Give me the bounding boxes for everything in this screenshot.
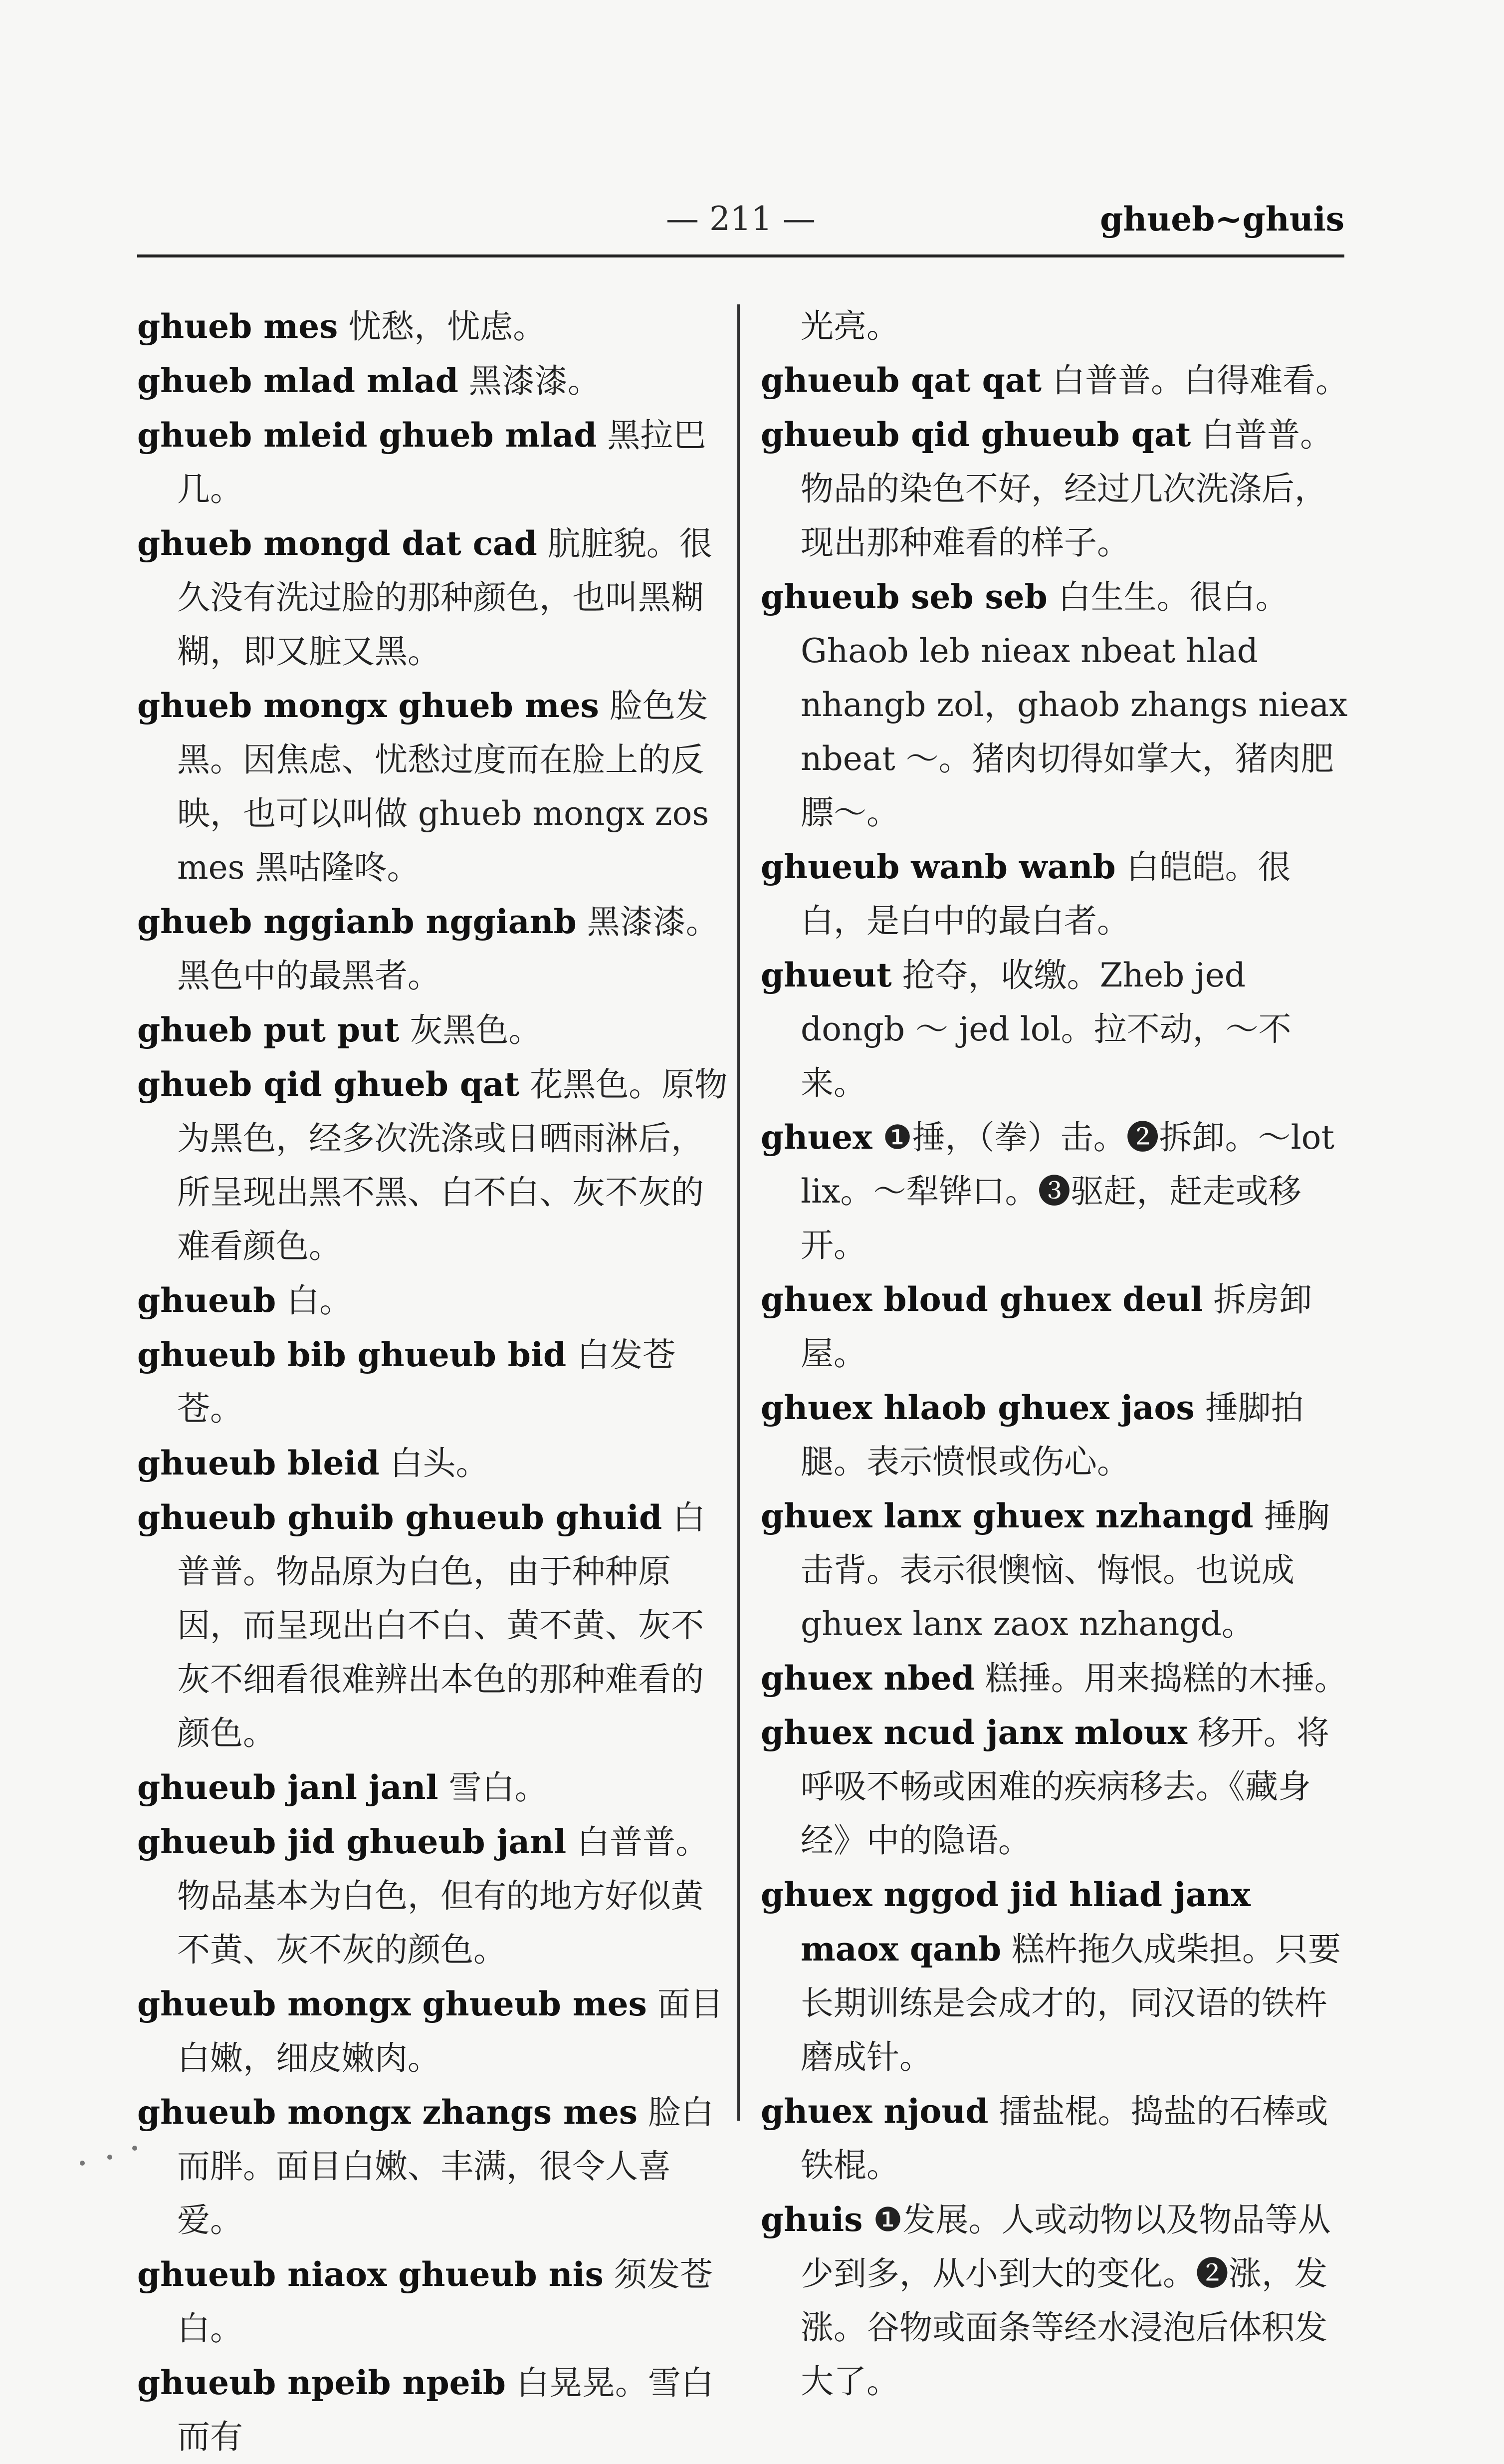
dictionary-entry xyxy=(137,1490,731,1760)
dictionary-entry xyxy=(137,1003,731,1057)
dictionary-entry xyxy=(137,1815,731,1977)
entry-definition: 糕捶。用来捣糕的木捶。 xyxy=(985,1659,1347,1698)
entry-headword: ghuex nbed xyxy=(761,1659,975,1698)
entry-definition: ❶捶，（拳）击。❷拆卸。～lot lix。～犁铧口。❸驱赶，赶走或移开。 xyxy=(801,1118,1334,1264)
dictionary-entry xyxy=(761,1110,1354,1272)
entry-definition: 捶脚拍腿。表示愤恨或伤心。 xyxy=(801,1389,1304,1481)
dictionary-entry xyxy=(137,679,731,895)
entry-definition: 白普普。物品的染色不好，经过几次洗涤后，现出那种难看的样子。 xyxy=(801,416,1333,562)
entry-definition: 糕杵拖久成柴担。只要长期训练是会成才的，同汉语的铁杵磨成针。 xyxy=(801,1930,1341,2076)
dictionary-entry xyxy=(761,948,1354,1110)
entry-headword: ghueub xyxy=(137,1281,276,1320)
entry-definition: 白头。 xyxy=(390,1444,489,1482)
entry-definition: 黑拉巴几。 xyxy=(177,416,706,508)
dictionary-entry xyxy=(761,1706,1354,1868)
running-head: ghueb~ghuis xyxy=(1100,200,1344,239)
entry-headword: ghueb mlad mlad xyxy=(137,361,458,400)
entry-definition: 白普普。物品基本为白色，但有的地方好似黄不黄、灰不灰的颜色。 xyxy=(177,1823,709,1969)
entry-definition: ❶发展。人或动物以及物品等从少到多，从小到大的变化。❷涨，发涨。谷物或面条等经水浸泡后体积发大了。 xyxy=(801,2201,1331,2401)
dictionary-entry xyxy=(761,1868,1354,2084)
dictionary-entry xyxy=(137,1328,731,1436)
entry-headword: ghueb qid ghueb qat xyxy=(137,1065,520,1104)
entry-definition: 白普普。物品原为白色，由于种种原因，而呈现出白不白、黄不黄、灰不灰不细看很难辨出本色的那种难看的颜色。 xyxy=(177,1498,706,1752)
entry-definition: 抢夺，收缴。Zheb jed dongb ～ jed lol。拉不动，～不来。 xyxy=(801,956,1291,1102)
entry-headword: ghuex hlaob ghuex jaos xyxy=(761,1388,1195,1427)
page-number: — 211 — xyxy=(666,200,816,238)
entry-definition: 雪白。 xyxy=(448,1768,548,1807)
entry-definition: 须发苍白。 xyxy=(177,2255,713,2348)
entry-definition: 白。 xyxy=(286,1281,353,1320)
header-rule xyxy=(137,254,1344,257)
dictionary-entry xyxy=(137,516,731,679)
dictionary-entry xyxy=(137,1273,731,1328)
entry-headword: ghueub ghuib ghueub ghuid xyxy=(137,1498,662,1537)
dictionary-entry xyxy=(137,2247,731,2356)
dictionary-entry xyxy=(137,299,731,354)
entry-definition: 肮脏貌。很久没有洗过脸的那种颜色，也叫黑糊糊，即又脏又黑。 xyxy=(177,524,712,671)
dictionary-entry xyxy=(137,354,731,408)
entry-definition: 面目白嫩，细皮嫩肉。 xyxy=(177,1985,723,2077)
entry-definition: 黑漆漆。黑色中的最黑者。 xyxy=(177,903,719,995)
scan-speck xyxy=(107,2155,112,2160)
dictionary-entry xyxy=(761,2193,1354,2409)
dictionary-entry xyxy=(137,1436,731,1490)
entry-definition: 脸白而胖。面目白嫩、丰满，很令人喜爱。 xyxy=(177,2093,714,2239)
entry-headword: ghueub qat qat xyxy=(761,361,1042,400)
dictionary-entry xyxy=(761,2084,1354,2193)
entry-definition: 灰黑色。 xyxy=(410,1011,542,1049)
dictionary-entry xyxy=(761,1381,1354,1489)
scan-speck xyxy=(132,2146,137,2151)
entry-headword: ghuex njoud xyxy=(761,2092,989,2131)
entry-definition: 白晃晃。雪白而有 xyxy=(177,2364,714,2456)
entry-headword: ghueb mes xyxy=(137,307,338,346)
entry-definition: 擂盐棍。捣盐的石棒或铁棍。 xyxy=(801,2092,1328,2185)
entry-definition: 脸色发黑。因焦虑、忧愁过度而在脸上的反映，也可以叫做 ghueb mongx zos mes 黑咕隆咚。 xyxy=(177,687,709,887)
entry-headword: ghueub niaox ghueub nis xyxy=(137,2255,604,2294)
dictionary-entry xyxy=(137,2356,731,2464)
entry-headword: ghueub wanb wanb xyxy=(761,847,1116,886)
entry-headword: ghueub janl janl xyxy=(137,1768,438,1807)
dictionary-entry xyxy=(761,840,1354,948)
left-column xyxy=(137,299,731,2464)
entry-definition: 白皑皑。很白，是白中的最白者。 xyxy=(801,848,1291,940)
entry-headword: ghueub seb seb xyxy=(761,577,1048,616)
dictionary-entry xyxy=(137,1977,731,2085)
dictionary-entry xyxy=(761,570,1354,840)
column-divider xyxy=(737,304,740,2121)
dictionary-entry xyxy=(137,1057,731,1273)
entry-headword: ghuex bloud ghuex deul xyxy=(761,1280,1203,1319)
entry-definition: 移开。将呼吸不畅或困难的疾病移去。《藏身经》中的隐语。 xyxy=(801,1714,1329,1860)
entry-definition: 白普普。白得难看。 xyxy=(1052,361,1348,400)
dictionary-entry xyxy=(137,1760,731,1815)
dictionary-entry xyxy=(137,895,731,1003)
right-column xyxy=(761,299,1354,2409)
entry-headword: ghueub bleid xyxy=(137,1444,380,1482)
entry-headword: ghuex nggod jid hliad janx maox qanb xyxy=(761,1875,1251,1969)
entry-headword: ghueb mleid ghueb mlad xyxy=(137,416,597,455)
entry-definition: 忧愁，忧虑。 xyxy=(348,307,546,346)
dictionary-entry xyxy=(137,408,731,516)
scan-speck xyxy=(80,2161,85,2166)
entry-definition: 捶胸击背。表示很懊恼、悔恨。也说成 ghuex lanx zaox nzhangd。 xyxy=(801,1497,1330,1643)
entry-headword: ghuis xyxy=(761,2200,863,2239)
entry-headword: ghueut xyxy=(761,956,892,994)
entry-definition: 拆房卸屋。 xyxy=(801,1280,1312,1373)
dictionary-entry xyxy=(761,353,1354,408)
entry-definition: 黑漆漆。 xyxy=(468,362,601,400)
dictionary-entry xyxy=(761,1651,1354,1706)
dictionary-entry xyxy=(761,408,1354,570)
entry-definition: 白生生。很白。Ghaob leb nieax nbeat hlad nhangb zol，ghaob zhangs nieax nbeat ～。猪肉切得如掌大，猪肉肥膘～。 xyxy=(801,578,1348,832)
continuation-text: 光亮。 xyxy=(801,307,899,345)
entry-headword: ghueub jid ghueub janl xyxy=(137,1822,567,1861)
page-header xyxy=(137,190,1344,249)
entry-headword: ghuex lanx ghuex nzhangd xyxy=(761,1496,1254,1535)
entry-headword: ghueb put put xyxy=(137,1010,400,1049)
entry-headword: ghueub mongx zhangs mes xyxy=(137,2093,638,2132)
entry-definition: 白发苍苍。 xyxy=(177,1336,676,1428)
entry-headword: ghueb mongx ghueb mes xyxy=(137,686,599,725)
entry-definition: 花黑色。原物为黑色，经多次洗涤或日晒雨淋后，所呈现出黑不黑、白不白、灰不灰的难看颜色。 xyxy=(177,1065,728,1265)
entry-headword: ghueb mongd dat cad xyxy=(137,524,537,563)
entry-headword: ghueub npeib npeib xyxy=(137,2363,506,2402)
entry-headword: ghueb nggianb nggianb xyxy=(137,902,577,941)
entry-headword: ghuex xyxy=(761,1118,872,1157)
entry-headword: ghueub qid ghueub qat xyxy=(761,415,1191,454)
dictionary-entry xyxy=(761,1272,1354,1381)
entry-headword: ghueub bib ghueub bid xyxy=(137,1335,567,1374)
entry-headword: ghuex ncud janx mloux xyxy=(761,1713,1187,1752)
dictionary-entry xyxy=(137,2085,731,2247)
dictionary-entry xyxy=(761,1489,1354,1651)
entry-headword: ghueub mongx ghueub mes xyxy=(137,1984,647,2023)
